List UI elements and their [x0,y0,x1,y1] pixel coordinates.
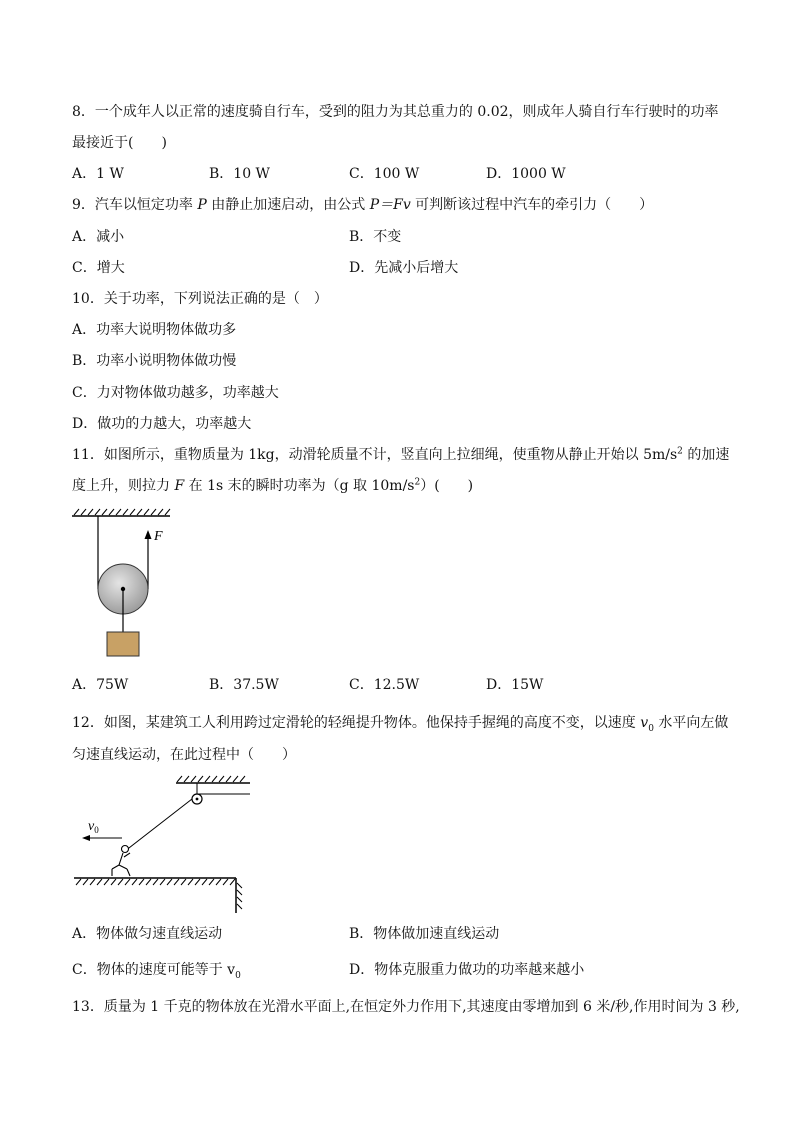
q11-line1-b: 的加速 [682,447,730,463]
q12-option-c [72,960,241,986]
q11-stem-line2 [72,476,473,496]
ceiling-hatch [72,509,170,516]
q12-line1-b: 水平向左做 [653,715,729,731]
q12-line1-sub: 0 [648,723,654,734]
q11-option-d: D．15W [486,677,544,693]
q11-option-b: B．37.5W [209,677,279,693]
q9-formula: P＝Fv [369,197,411,213]
q12-worker-figure [70,773,250,915]
q12-option-d: D．物体克服重力做功的功率越来越小 [349,962,585,978]
q13-stem-line1: 13．质量为 1 千克的物体放在光滑水平面上,在恒定外力作用下,其速度由零增加到 6 米/秒,作用时间为 3 秒, [72,999,740,1015]
q11-line2-var: F [174,478,185,494]
q12-option-b: B．物体做加速直线运动 [349,926,500,942]
q12-line1-var: v [640,715,649,731]
force-label: F [154,529,163,544]
q9-option-a: A．减小 [72,229,125,245]
q11-line2-a: 度上升，则拉力 [72,478,175,494]
q9-option-d: D．先减小后增大 [349,260,459,276]
q8-option-c: C．100 W [349,166,420,182]
q9-stem-part1: 9．汽车以恒定功率 [72,197,198,213]
q11-line1-a: 11．如图所示，重物质量为 1kg，动滑轮质量不计，竖直向上拉细绳，使重物从静止开始以 5m/s [72,447,678,463]
q12-stem-line2: 匀速直线运动，在此过程中（ ） [72,747,296,763]
q9-var-p: P [197,197,207,213]
q10-stem: 10．关于功率，下列说法正确的是（ ） [72,291,328,307]
q8-option-d: D．1000 W [486,166,566,182]
q12-option-a: A．物体做匀速直线运动 [72,926,223,942]
q11-line1-sup: 2 [677,446,683,457]
q9-stem [72,195,653,215]
q10-option-d: D．做功的力越大，功率越大 [72,416,252,432]
q11-line2-b: 在 1s 末的瞬时功率为（g 取 10m/s [184,478,415,494]
rope-diagonal [125,799,192,851]
q8-stem-line2: 最接近于( ) [72,135,167,151]
q9-stem-part2: 由静止加速启动，由公式 [206,197,370,213]
q11-line2-c: ）( ) [420,478,474,494]
q11-option-c: C．12.5W [349,677,420,693]
q12-option-c-text: C．物体的速度可能等于 v [72,962,236,978]
q11-pulley-figure [66,506,186,664]
q11-option-a: A．75W [72,677,129,693]
q9-stem-part3: 可判断该过程中汽车的牵引力（ ） [410,197,654,213]
q8-option-b: B．10 W [209,166,270,182]
q10-option-a: A．功率大说明物体做功多 [72,322,237,338]
q10-option-c: C．力对物体做功越多，功率越大 [72,385,279,401]
q9-option-c: C．增大 [72,260,125,276]
velocity-label: $v_0$ [88,819,99,835]
worker-icon [112,846,130,877]
force-arrow-head [145,530,152,539]
q12-option-c-sub: 0 [235,970,241,981]
weight-block [107,632,139,656]
ground-hatch [74,878,242,913]
q8-stem-line1: 8．一个成年人以正常的速度骑自行车，受到的阻力为其总重力的 0.02，则成年人骑自行车行驶时的功率 [72,104,719,120]
q10-option-b: B．功率小说明物体做功慢 [72,353,237,369]
q12-line1-a: 12．如图，某建筑工人利用跨过定滑轮的轻绳提升物体。他保持手握绳的高度不变，以速度 [72,715,641,731]
ceiling-hatch [176,776,250,783]
q11-stem-line1 [72,445,729,465]
q9-option-b: B．不变 [349,229,402,245]
q8-option-a: A．1 W [72,166,124,182]
q12-stem-line1 [72,713,728,739]
q11-line2-sup: 2 [414,477,421,488]
